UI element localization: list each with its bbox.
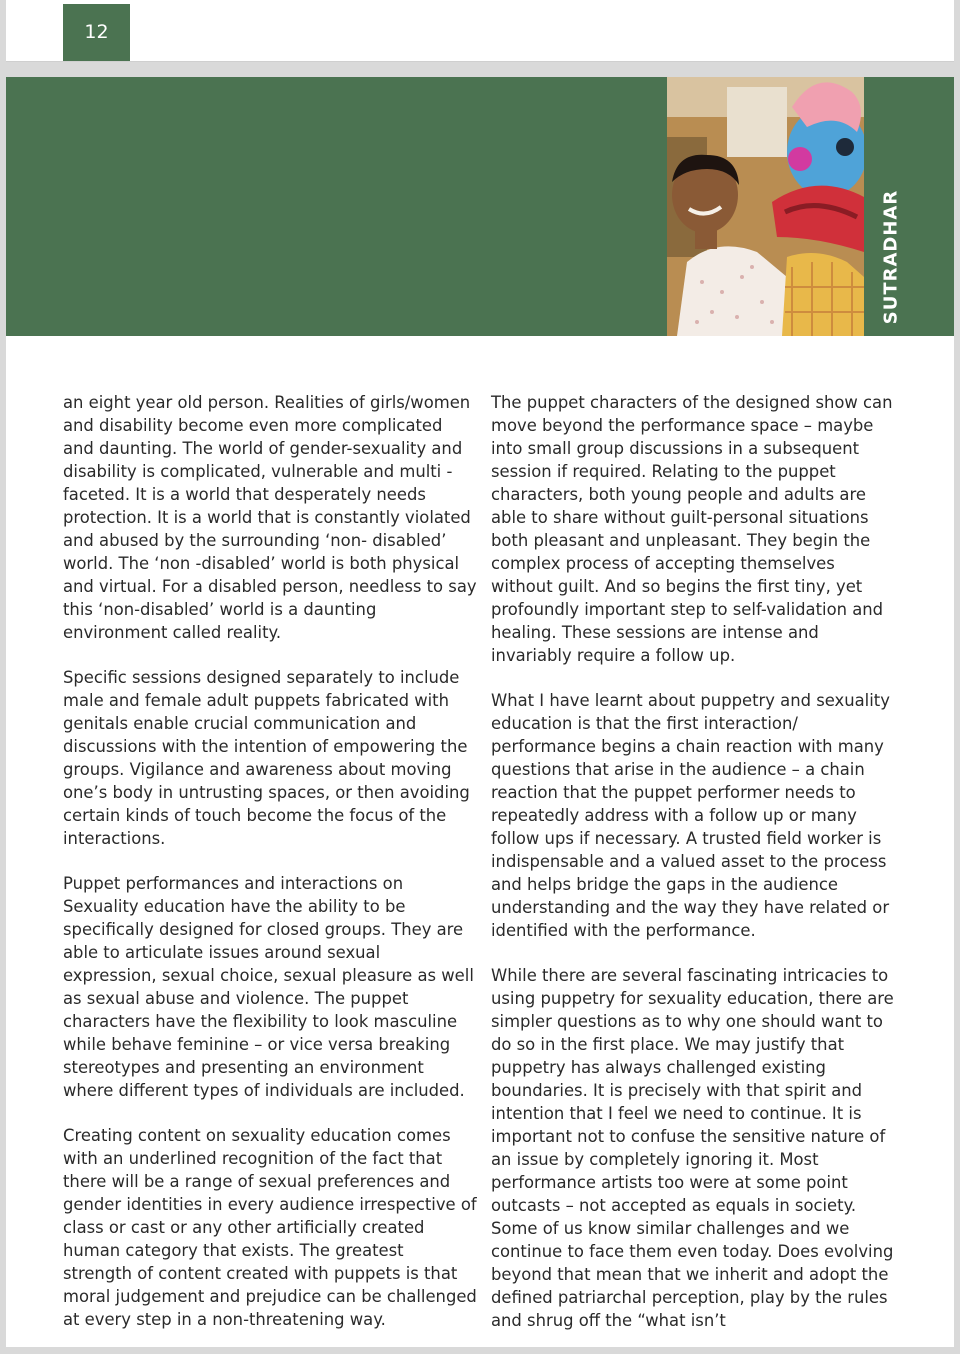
paragraph: Puppet performances and interactions on Sexuality education have the ability to be specifically designed for closed groups. They are able to articulate issues around sexual expression, sexual choice, sexual pleasure as well as sexual abuse and violence. The puppet characters have the flexibility to look masculine while behave feminine – or vice versa breaking stereotypes and presenting an environment where different types of individuals are included.: [63, 874, 474, 1100]
paragraph: The puppet characters of the designed show can move beyond the performance space – maybe into small group discussions in a subsequent session if required. Relating to the puppet characters, both young people and adults are able to share without guilt-personal situations both pleasant and unpleasant. They begin the complex process of accepting themselves without guilt. And so begins the first tiny, yet profoundly important step to self-validation and healing. These sessions are intense and invariably require a follow up.: [491, 393, 893, 665]
page-number: 12: [84, 21, 109, 43]
previous-page-strip: [6, 0, 954, 62]
page-number-badge: [63, 4, 130, 61]
paragraph: Creating content on sexuality education comes with an underlined recognition of the fact that there will be a range of sexual preferences and gender identities in every audience irrespective of class or cast or any other artificially created human category that exists. The greatest strength of content created with puppets is that moral judgement and prejudice can be challenged at every step in a non-threatening way.: [63, 1126, 477, 1329]
right-column: [491, 391, 901, 1354]
header-photo: [667, 77, 864, 336]
paragraph: Specific sessions designed separately to include male and female adult puppets fabricated with genitals enable crucial communication and discussions with the intention of empowering the groups. Vigilance and awareness about moving one’s body in untrusting spaces, or then avoiding certain kinds of touch become the focus of the interactions.: [63, 668, 470, 848]
paragraph: What I have learnt about puppetry and sexuality education is that the first interaction/ performance begins a chain reaction with many questions that arise in the audience – a chain reaction that the puppet performer needs to repeatedly address with a follow up or many follow ups if necessary. A trusted field worker is indispensable and a valued asset to the process and helps bridge the gaps in the audience understanding and the way they have related or identified with the performance.: [491, 691, 890, 940]
paragraph: While there are several fascinating intricacies to using puppetry for sexuality education, there are simpler questions as to why one should want to do so in the first place. We may justify that puppetry has always challenged existing boundaries. It is precisely with that spirit and intention that I feel we need to continue. It is important not to confuse the sensitive nature of an issue by completely ignoring it. Most performance artists too were at some point outcasts – not accepted as equals in society. Some of us know similar challenges and we continue to face them even today. Does evolving beyond that mean that we inherit and adopt the defined patriarchal perception, play by the rules and shrug off the “what isn’t: [491, 966, 894, 1330]
puppeteer-with-puppet-photo-icon: [667, 77, 864, 336]
section-label: SUTRADHAR: [880, 189, 902, 325]
left-column: [63, 391, 477, 1353]
section-label-vertical: [876, 187, 906, 327]
paragraph: an eight year old person. Realities of girls/women and disability become even more complicated and daunting. The world of gender-sexuality and disability is complicated, vulnerable and multi -faceted. It is a world that desperately needs protection. It is a world that is constantly violated and abused by the surrounding ‘non- disabled’ world. The ‘non -disabled’ world is both physical and virtual. For a disabled person, needless to say this ‘non-disabled’ world is a daunting environment called reality.: [63, 393, 477, 642]
page: [6, 77, 954, 1347]
